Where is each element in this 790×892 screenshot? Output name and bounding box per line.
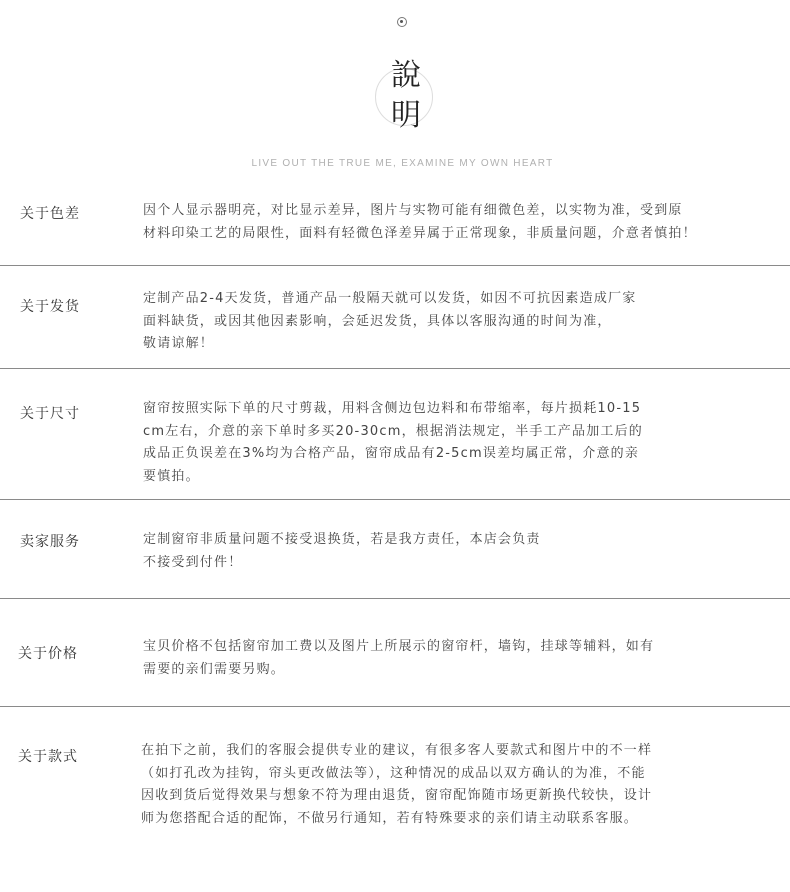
section-content [143,200,733,245]
content-line: 师为您搭配合适的配饰，不做另行通知，若有特殊要求的亲们请主动联系客服。 [141,810,639,826]
section-content [143,529,733,574]
section-divider [0,499,790,500]
content-line: 材料印染工艺的局限性，面料有轻微色泽差异属于正常现象，非质量问题，介意者慎拍！ [143,225,697,241]
content-line: 需要的亲们需要另购。 [143,661,286,677]
section-content [143,636,733,681]
title-char-2: 明 [391,98,421,133]
section-divider [0,368,790,369]
content-line: 在拍下之前，我们的客服会提供专业的建议，有很多客人要款式和图片中的不一样 [141,743,653,758]
content-line: 要慎拍。 [143,468,200,484]
section-label: 卖家服务 [20,534,80,550]
content-line: 窗帘按照实际下单的尺寸剪裁，用料含侧边包边料和布带缩率，每片损耗10-15 [143,401,642,416]
content-line: 宝贝价格不包括窗帘加工费以及图片上所展示的窗帘杆，墙钩，挂球等辅料，如有 [143,639,655,654]
section-divider [0,706,790,707]
section-label: 关于价格 [18,646,78,662]
content-line: 定制窗帘非质量问题不接受退换货，若是我方责任，本店会负责 [143,532,541,547]
section-content [143,398,733,488]
section-label: 关于发货 [20,299,80,315]
title-char-1: 說 [391,58,421,93]
content-line: 面料缺货，或因其他因素影响，会延迟发货，具体以客服沟通的时间为准， [143,313,612,329]
content-line: cm左右，介意的亲下单时多买20-30cm，根据消法规定，半手工产品加工后的 [143,423,643,439]
section-label: 关于色差 [20,206,80,222]
page-header [0,0,790,185]
content-line: 成品正负误差在3%均为合格产品，窗帘成品有2-5cm误差均属正常，介意的亲 [143,446,640,461]
section-content [141,740,731,830]
page-subtitle: LIVE OUT THE TRUE ME, EXAMINE MY OWN HEART [251,158,554,169]
content-line: 因个人显示器明亮，对比显示差异，图片与实物可能有细微色差，以实物为准，受到原 [143,203,683,218]
content-line: 不接受到付件！ [143,554,243,570]
section-label: 关于尺寸 [20,406,80,422]
content-line: （如打孔改为挂钩，帘头更改做法等），这种情况的成品以双方确认的为准，不能 [141,765,646,781]
section-label: 关于款式 [18,749,78,765]
content-line: 敬请谅解！ [143,336,215,351]
content-line: 因收到货后觉得效果与想象不符为理由退货，窗帘配饰随市场更新换代较快，设计 [141,788,653,803]
section-divider [0,598,790,599]
page-title [386,56,426,136]
target-dot-icon [397,17,407,27]
section-divider [0,265,790,266]
section-content [143,288,733,356]
content-line: 定制产品2-4天发货，普通产品一般隔天就可以发货，如因不可抗因素造成厂家 [143,291,637,306]
